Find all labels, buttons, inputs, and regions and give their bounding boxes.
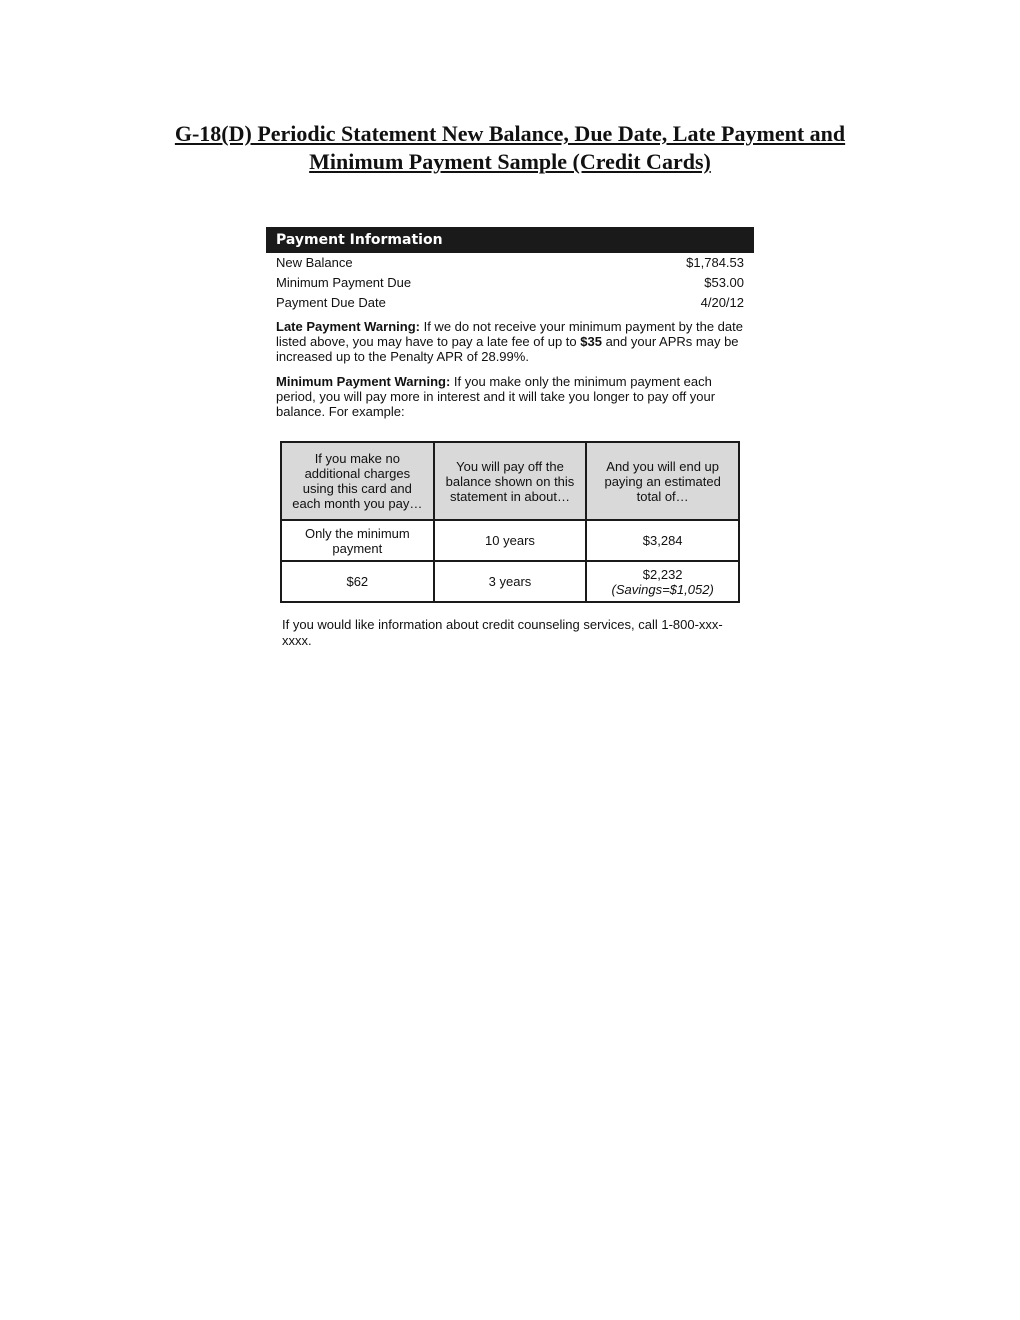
payment-due-date-label: Payment Due Date bbox=[276, 295, 386, 310]
late-payment-warning-text-2: and your APRs may be increased up to the Penalty APR of 28.99%. bbox=[276, 334, 739, 364]
payment-information-header: Payment Information bbox=[266, 227, 754, 253]
payoff-cell-time: 10 years bbox=[434, 520, 587, 561]
credit-counseling-note: If you would like information about credit counseling services, call 1-800-xxx-xxxx. bbox=[282, 617, 723, 648]
payment-due-date-value: 4/20/12 bbox=[700, 295, 744, 310]
minimum-payment-due-label: Minimum Payment Due bbox=[276, 275, 412, 290]
document-title-line-1: G-18(D) Periodic Statement New Balance, Due Date, Late Payment and bbox=[174, 121, 846, 146]
document-title bbox=[60, 120, 960, 176]
payoff-cell-total bbox=[586, 561, 739, 602]
new-balance-row bbox=[266, 253, 754, 273]
payoff-savings: (Savings=$1,052) bbox=[611, 581, 714, 597]
payoff-table-header-row bbox=[281, 442, 739, 520]
payoff-table bbox=[280, 441, 740, 603]
new-balance-value: $1,784.53 bbox=[686, 255, 744, 270]
payoff-cell-payment: Only the minimum payment bbox=[281, 520, 434, 561]
minimum-payment-due-value: $53.00 bbox=[704, 275, 744, 290]
payment-due-date-row bbox=[266, 293, 754, 313]
payoff-header-total: And you will end up paying an estimated total of… bbox=[586, 442, 739, 520]
document-title-line-2: Minimum Payment Sample (Credit Cards) bbox=[309, 149, 711, 174]
payment-information-box bbox=[266, 227, 754, 649]
payoff-header-payment: If you make no additional charges using this card and each month you pay… bbox=[281, 442, 434, 520]
table-row bbox=[281, 561, 739, 602]
late-payment-warning bbox=[266, 319, 754, 364]
minimum-payment-warning bbox=[266, 374, 754, 419]
minimum-payment-warning-text: If you make only the minimum payment each period, you will pay more in interest and it will take you longer to pay off your balance. For example: bbox=[276, 374, 716, 419]
payoff-cell-total: $3,284 bbox=[586, 520, 739, 561]
table-row bbox=[281, 520, 739, 561]
new-balance-label: New Balance bbox=[276, 255, 353, 270]
late-payment-warning-label: Late Payment Warning: bbox=[276, 319, 420, 334]
payoff-total-amount: $2,232 bbox=[642, 566, 683, 582]
late-payment-warning-text-1: If we do not receive your minimum payment by the date listed above, you may have to pay a late fee of up to bbox=[276, 319, 743, 349]
payoff-header-time: You will pay off the balance shown on this statement in about… bbox=[434, 442, 587, 520]
payoff-cell-payment: $62 bbox=[281, 561, 434, 602]
minimum-payment-warning-label: Minimum Payment Warning: bbox=[276, 374, 451, 389]
minimum-payment-due-row bbox=[266, 273, 754, 293]
payoff-cell-time: 3 years bbox=[434, 561, 587, 602]
late-fee-amount: $35 bbox=[580, 334, 602, 349]
